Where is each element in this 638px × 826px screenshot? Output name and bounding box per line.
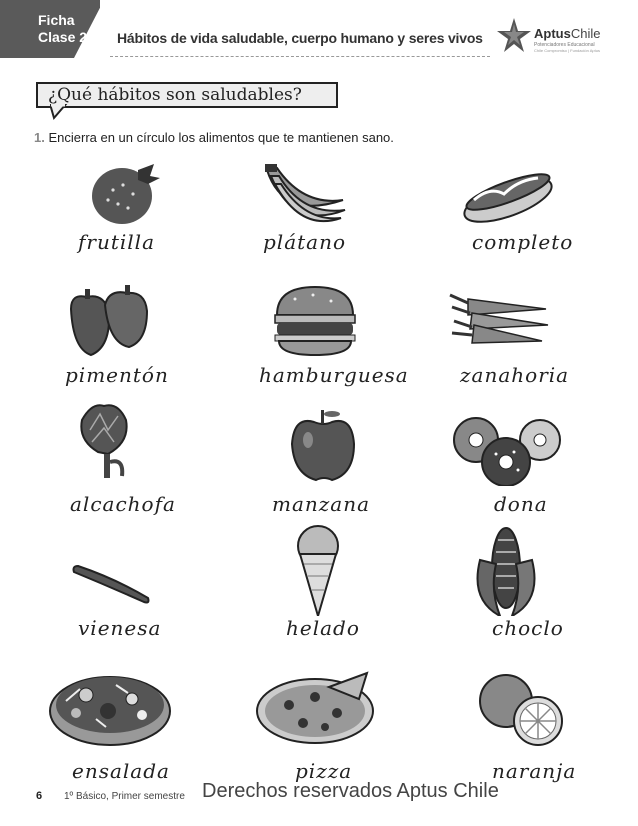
- food-label: pizza: [295, 759, 353, 783]
- food-label: naranja: [492, 759, 577, 783]
- aptus-logo: [496, 16, 626, 60]
- star-logo-icon: [496, 16, 532, 56]
- food-item-pizza[interactable]: [225, 665, 425, 790]
- header-band: [0, 0, 638, 60]
- header-title: Hábitos de vida saludable, cuerpo humano y seres vivos: [117, 30, 483, 46]
- orange-icon: [474, 665, 594, 755]
- grade-label: 1º Básico, Primer semestre: [64, 791, 185, 802]
- pizza-icon: [255, 665, 395, 755]
- instruction: [34, 130, 394, 145]
- burger-icon: [273, 285, 393, 361]
- food-item-zanahoria[interactable]: [430, 285, 630, 410]
- food-label: vienesa: [78, 616, 162, 640]
- food-item-frutilla[interactable]: [40, 160, 240, 285]
- food-label: helado: [286, 616, 360, 640]
- artichoke-icon: [68, 400, 168, 486]
- ficha-label: [38, 12, 87, 46]
- food-item-manzana[interactable]: [232, 400, 432, 525]
- food-label: frutilla: [78, 230, 155, 254]
- speech-tail-icon: [50, 104, 70, 122]
- copyright-notice: Derechos reservados Aptus Chile: [202, 780, 499, 802]
- food-label: dona: [494, 492, 548, 516]
- sausage-icon: [68, 520, 168, 610]
- ficha-line-2: Clase 2: [38, 29, 88, 45]
- question-title: ¿Qué hábitos son saludables?: [48, 85, 302, 105]
- food-item-ensalada[interactable]: [30, 665, 230, 790]
- logo-name: AptusChile: [534, 26, 601, 41]
- food-label: ensalada: [72, 759, 170, 783]
- food-item-platano[interactable]: [225, 160, 425, 285]
- food-label: plátano: [263, 230, 347, 254]
- pepper-icon: [65, 285, 185, 361]
- food-item-pimenton[interactable]: [25, 285, 225, 410]
- food-item-naranja[interactable]: [430, 665, 630, 790]
- banana-icon: [263, 160, 383, 230]
- page-number: 6: [36, 790, 43, 802]
- food-label: alcachofa: [70, 492, 176, 516]
- strawberry-icon: [88, 160, 208, 230]
- header-divider: [110, 56, 490, 57]
- food-item-hamburguesa[interactable]: [225, 285, 425, 410]
- food-label: choclo: [492, 616, 564, 640]
- food-item-helado[interactable]: [232, 520, 432, 645]
- food-item-completo[interactable]: [430, 160, 630, 285]
- salad-icon: [46, 665, 186, 755]
- instruction-number: 1.: [34, 130, 45, 145]
- carrot-icon: [448, 285, 568, 361]
- food-item-alcachofa[interactable]: [30, 400, 230, 525]
- food-label: completo: [472, 230, 574, 254]
- icecream-icon: [292, 520, 392, 616]
- ficha-line-1: Ficha: [38, 12, 75, 28]
- instruction-text: Encierra en un círculo los alimentos que te mantienen sano.: [48, 130, 394, 145]
- food-label: pimentón: [65, 363, 169, 387]
- food-item-dona[interactable]: [430, 400, 630, 525]
- food-label: zanahoria: [460, 363, 570, 387]
- donut-icon: [448, 400, 568, 486]
- food-item-vienesa[interactable]: [30, 520, 230, 645]
- logo-subtitle: Potenciadores Educacional: [534, 42, 595, 48]
- corn-icon: [470, 520, 590, 616]
- food-label: hamburguesa: [259, 363, 409, 387]
- food-item-choclo[interactable]: [430, 520, 630, 645]
- apple-icon: [284, 400, 384, 486]
- food-label: manzana: [272, 492, 371, 516]
- hotdog-icon: [460, 160, 580, 230]
- logo-subtitle-2: Chile Compromiso | Fundación Aptus: [534, 48, 600, 53]
